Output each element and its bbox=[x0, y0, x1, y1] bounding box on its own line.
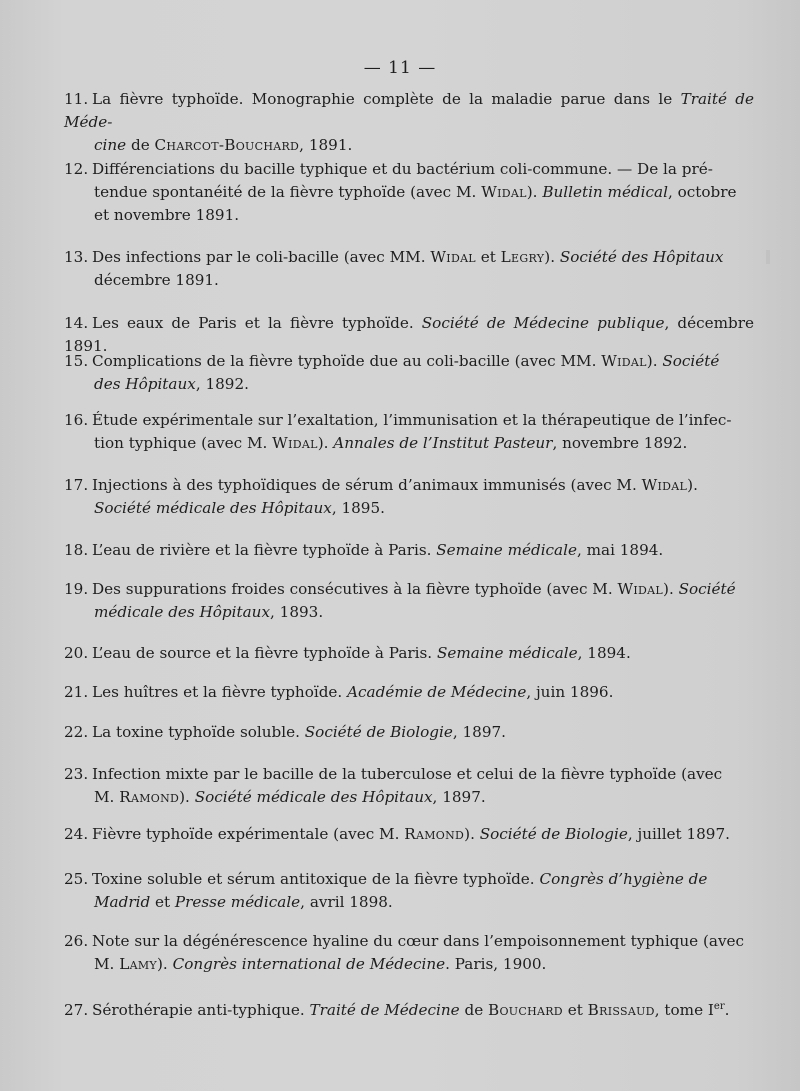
entry-number: 16. bbox=[64, 411, 89, 429]
entry-number: 11. bbox=[64, 90, 89, 108]
bibliography-entry-23: 23. Infection mixte par le bacille de la tuberculose et celui de la fièvre typhoïde (avec M. Ramond). Société médicale des Hôpitaux, 1897. bbox=[64, 765, 723, 806]
entry-number: 23. bbox=[64, 765, 89, 783]
bibliography-entry-20: 20. L’eau de source et la fièvre typhoïde à Paris. Semaine médicale, 1894. bbox=[64, 642, 754, 665]
bibliography-entry-13: 13. Des infections par le coli-bacille (avec MM. Widal et Legry). Société des Hôpitaux décembre 1891. bbox=[64, 248, 724, 289]
entry-number: 26. bbox=[64, 932, 89, 950]
entry-number: 15. bbox=[64, 352, 89, 370]
bibliography-entry-19: 19. Des suppurations froides consécutives à la fièvre typhoïde (avec M. Widal). Société médicale des Hôpitaux, 1893. bbox=[64, 580, 736, 621]
bibliography-entry-25: 25. Toxine soluble et sérum antitoxique de la fièvre typhoïde. Congrès d’hygiène de Madrid et Presse médicale, avril 1898. bbox=[64, 870, 708, 911]
bibliography-entry-26: 26. Note sur la dégénérescence hyaline du cœur dans l’empoisonnement typhique (avec M. Lamy). Congrès international de Médecine. Paris, 1900. bbox=[64, 932, 745, 973]
entry-number: 14. bbox=[64, 314, 89, 332]
entry-number: 18. bbox=[64, 541, 89, 559]
bibliography-entry-16: 16. Étude expérimentale sur l’exaltation, l’immunisation et la thérapeutique de l’infec- tion typhique (avec M. Widal). Annales de l’Institut Pasteur, novembre 1892. bbox=[64, 411, 732, 452]
entry-number: 21. bbox=[64, 683, 89, 701]
entry-number: 24. bbox=[64, 825, 89, 843]
entry-number: 27. bbox=[64, 1001, 89, 1020]
entry-number: 20. bbox=[64, 644, 89, 662]
paper-mark bbox=[766, 250, 770, 264]
bibliography-entry-15: 15. Complications de la fièvre typhoïde due au coli-bacille (avec MM. Widal). Société des Hôpitaux, 1892. bbox=[64, 352, 720, 393]
bibliography-entry-27: 27. Sérothérapie anti-typhique. Traité de Médecine de Bouchard et Brissaud, tome Ier. bbox=[64, 995, 754, 1022]
entry-number: 17. bbox=[64, 476, 89, 494]
bibliography-entry-17: 17. Injections à des typhoïdiques de sérum d’animaux immunisés (avec M. Widal). Société médicale des Hôpitaux, 1895. bbox=[64, 476, 698, 517]
entry-number: 13. bbox=[64, 248, 89, 266]
bibliography-entry-22: 22. La toxine typhoïde soluble. Société de Biologie, 1897. bbox=[64, 721, 754, 744]
bibliography-entry-11: 11. La fièvre typhoïde. Monographie complète de la maladie parue dans le Traité de Méde- cine de Charcot-Bouchard, 1891. bbox=[64, 90, 754, 154]
entry-number: 12. bbox=[64, 160, 89, 178]
entry-number: 25. bbox=[64, 870, 89, 888]
bibliography-entry-24: 24. Fièvre typhoïde expérimentale (avec M. Ramond). Société de Biologie, juillet 1897. bbox=[64, 823, 754, 846]
bibliography-entry-21: 21. Les huîtres et la fièvre typhoïde. Académie de Médecine, juin 1896. bbox=[64, 681, 754, 704]
entry-number: 19. bbox=[64, 580, 89, 598]
bibliography-entry-12: 12. Différenciations du bacille typhique et du bactérium coli-commune. — De la pré- tendue spontanéité de la fièvre typhoïde (avec M. Widal). Bulletin médical, octobre et novembre 1891. bbox=[64, 160, 737, 224]
page-number: — 11 — bbox=[363, 58, 437, 78]
bibliography-entry-18: 18. L’eau de rivière et la fièvre typhoïde à Paris. Semaine médicale, mai 1894. bbox=[64, 539, 754, 562]
bibliography-entry-14: 14. Les eaux de Paris et la fièvre typhoïde. Société de Médecine publique, décembre 1891. bbox=[64, 314, 754, 355]
entry-number: 22. bbox=[64, 723, 89, 741]
